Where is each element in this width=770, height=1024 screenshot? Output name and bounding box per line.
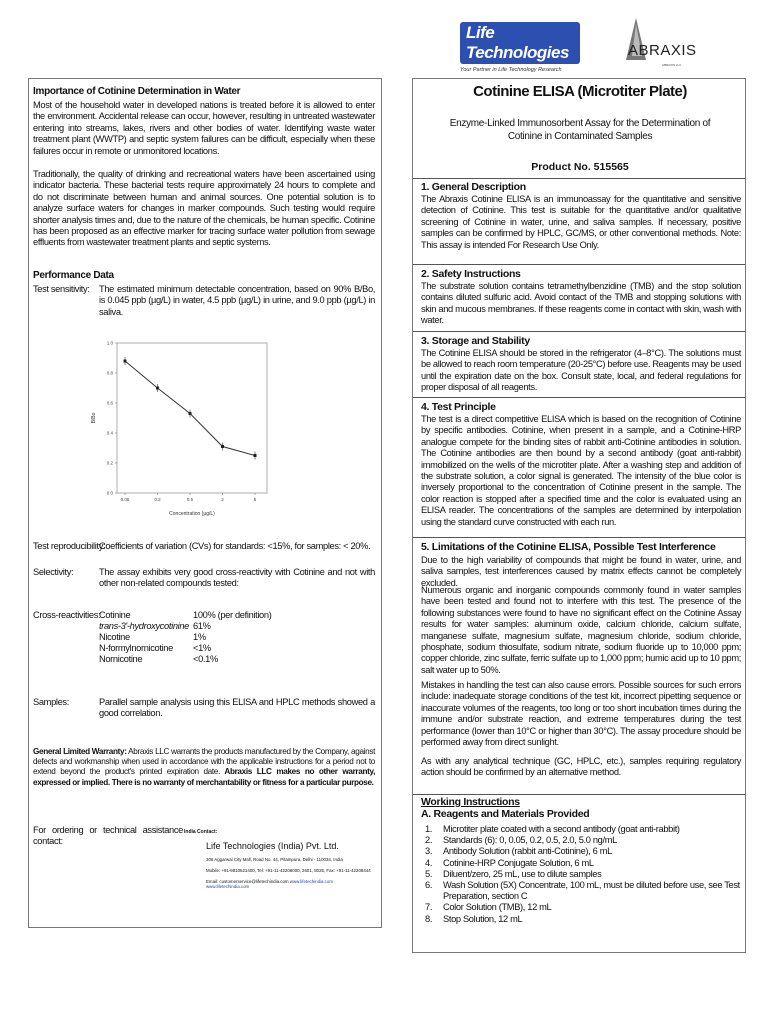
section-5-para-2: Numerous organic and inorganic compounds commonly found in water samples have been tested and found not to interfere with this test. The presence of the following substances were found to have no significant effect on the Cotinine Assay results for water samples: aluminum oxide, calcium chloride, calcium sulfate, manganese sulfate, magnesium sulfate, magnesium chloride, sodium chloride, phosphate, sodium thiosulfate, sodium nitrate, sodium fluoride up to 10,000 ppm; copper chloride, zinc sulfate, ferric sulfate up to 1,000 ppm; humic acid up to 10 ppm; salt water up to 50%.	[421, 585, 741, 675]
reproducibility-text: Coefficients of variation (CVs) for standards: <15%, for samples: < 20%.	[99, 541, 371, 551]
left-panel	[28, 78, 382, 928]
cross-value: 1%	[193, 632, 206, 642]
list-item-text: Wash Solution (5X) Concentrate, 100 mL, must be diluted before use, see Test Preparation, section C	[443, 880, 740, 902]
list-item-number: 8.	[425, 913, 433, 924]
cross-value: 100% (per definition)	[193, 610, 272, 620]
contact-company: Life Technologies (India) Pvt. Ltd.	[206, 841, 339, 851]
list-item-number: 4.	[425, 857, 433, 868]
section-5-para-4: As with any analytical technique (GC, HPLC, etc.), samples requiring regulatory action should be confirmed by an alternative method.	[421, 756, 741, 778]
cross-value: <1%	[193, 643, 211, 653]
product-number: Product No. 515565	[531, 161, 629, 173]
list-item-number: 1.	[425, 824, 433, 834]
chart-data-point	[254, 452, 257, 460]
chart-x-tick-label: 5	[253, 497, 257, 502]
chart-y-tick-label: 0.0	[106, 490, 113, 496]
list-item	[421, 902, 741, 913]
section-2-heading: 2. Safety Instructions	[421, 268, 521, 280]
document-subtitle-1: Enzyme-Linked Immunosorbent Assay for the Determination of	[449, 118, 711, 129]
section-1-body: The Abraxis Cotinine ELISA is an immunoassay for the quantitative and sensitive detection of Cotinine. This test is suitable for the quantitative and/or qualitative screening of Cotinine in water, urine, and saliva samples. If necessary, positive samples can be confirmed by HPLC, GC/MS, or other conventional methods.	[421, 194, 741, 239]
divider	[413, 794, 745, 795]
section-3-heading: 3. Storage and Stability	[421, 335, 530, 347]
list-item-text: Standards (6): 0, 0.05, 0.2, 0.5, 2.0, 5.0 ng/mL	[443, 835, 617, 846]
list-item	[421, 858, 741, 869]
list-item-text: Color Solution (TMB), 12 mL	[443, 902, 552, 913]
chart-series-line	[125, 361, 255, 456]
reproducibility-label: Test reproducibility:	[33, 541, 106, 551]
divider	[413, 178, 745, 179]
contact-line-1: India Contact:	[184, 829, 218, 835]
list-item-text: Diluent/zero, 25 mL, use to dilute samples	[443, 868, 602, 879]
cross-reactivities-label: Cross-reactivities:	[33, 610, 101, 620]
list-item-number: 6.	[425, 880, 433, 891]
list-item	[421, 846, 741, 857]
warranty-text	[33, 747, 375, 788]
list-item	[421, 835, 741, 846]
contact-website-1[interactable]: www.lifetechindia.com	[289, 879, 333, 884]
document-subtitle-2: Cotinine in Contaminated Samples	[507, 131, 653, 142]
list-item-number: 7.	[425, 902, 433, 913]
list-item-text: Cotinine-HRP Conjugate Solution, 6 mL	[443, 857, 594, 868]
standard-curve-chart	[89, 337, 289, 519]
list-item	[421, 914, 741, 925]
chart-data-point	[221, 443, 224, 451]
section-5-heading: 5. Limitations of the Cotinine ELISA, Possible Test Interference	[421, 541, 716, 553]
reagents-heading: A. Reagents and Materials Provided	[421, 808, 590, 820]
divider	[413, 264, 745, 265]
selectivity-label: Selectivity:	[33, 567, 74, 577]
section-1-text	[421, 194, 741, 251]
chart-data-point	[189, 410, 192, 418]
list-item	[421, 880, 741, 902]
samples-label: Samples:	[33, 697, 69, 707]
abraxis-logo-sub: ABRAXIS LLC	[662, 63, 682, 67]
divider	[413, 537, 745, 538]
list-item-text: Antibody Solution (rabbit anti-Cotinine), 6 mL	[443, 846, 612, 857]
warranty-label: General Limited Warranty:	[33, 747, 127, 756]
cross-name: trans-3'-hydroxycotinine	[99, 621, 190, 631]
chart-x-tick-label: 0.05	[120, 497, 130, 502]
chart-y-tick-label: 0.8	[106, 370, 113, 376]
list-item	[421, 824, 741, 835]
performance-heading: Performance Data	[33, 270, 114, 281]
section-2-text: The substrate solution contains tetramethylbenzidine (TMB) and the stop solution contains diluted sulfuric acid. Avoid contact of the TMB and stopping solutions with skin and mucous membranes. If these reagents come in contact with skin, wash with water.	[421, 281, 741, 326]
list-item-text: Stop Solution, 12 mL	[443, 913, 523, 924]
cross-value: <0.1%	[193, 654, 218, 664]
sensitivity-label: Test sensitivity:	[33, 284, 90, 294]
india-contact-block	[184, 829, 374, 889]
cross-name: N-formylnornicotine	[99, 643, 173, 653]
reagent-list	[421, 824, 741, 925]
chart-x-tick-label: 0.5	[186, 497, 194, 502]
lt-tagline: Your Partner in Life Technology Research	[460, 67, 562, 73]
document-title: Cotinine ELISA (Microtiter Plate)	[473, 83, 687, 100]
chart-data-point	[124, 357, 127, 365]
sensitivity-text: The estimated minimum detectable concentration, based on 90% B/Bo, is 0.045 ppb (µg/L) in water, 4.5 ppb (µg/L) in urine, and 9.0 ppb (µg/L) in saliva.	[99, 284, 375, 317]
divider	[413, 331, 745, 332]
importance-para-2: Traditionally, the quality of drinking and recreational waters have been ascertained using indicator bacteria. These bacterial tests require approximately 24 hours to complete and do not discriminate between human and animal sources. One potential solution is to analyze surface waters for changes in marker compounds. Such testing would require shorter analysis times and, due to the nature of the chemicals, be human specific. Cotinine has been proposed as an effective marker for tracing surface water pollution from sewage effluents from wastewater treatment plants and septic systems.	[33, 169, 375, 248]
section-4-heading: 4. Test Principle	[421, 401, 496, 413]
abraxis-logo	[622, 16, 697, 67]
contact-website-2[interactable]: www.lifetechindia.com	[206, 884, 250, 889]
list-item-number: 2.	[425, 835, 433, 846]
contact-phone: Mobile: +91-9810521400, Tel: +91-11-42208000, 2601, 8025, Fax: +91-11-42208444	[206, 868, 371, 873]
cross-name: Nicotine	[99, 632, 130, 642]
warranty-body: Abraxis LLC warrants the products manufactured by the Company, against defects and workmanship when used in accordance with the applicable instructions for a period not to extend beyond the product's printed expiration date.	[33, 747, 375, 777]
section-5-para-1: Due to the high variability of compounds that might be found in water, urine, and saliva samples, test interferences caused by matrix effects cannot be completely excluded.	[421, 555, 741, 588]
chart-data-point	[156, 384, 159, 392]
chart-y-label: B/Bo	[91, 412, 97, 424]
right-panel	[412, 78, 746, 953]
lt-logo-text: Life Technologies	[460, 22, 580, 64]
section-5-para-3: Mistakes in handling the test can also cause errors. Possible sources for such errors include: inadequate storage conditions of the test kit, incorrect pipetting sequence or inaccurate volumes of the reagents, too long or too short incubation times during the immune and/or substrate reaction, and extreme temperatures during the test performance (lower than 10°C or higher than 30°C). The assay procedure should be performed away from direct sunlight.	[421, 680, 741, 748]
contact-email-line	[206, 879, 374, 889]
section-3-text: The Cotinine ELISA should be stored in the refrigerator (4–8°C). The solutions must be allowed to reach room temperature (20-25°C) before use. Reagents may be used until the expiration date on the box. Consult state, local, and federal regulations for proper disposal of all reagents.	[421, 348, 741, 393]
contact-email: Email: customerservice@lifetechindia.com	[206, 879, 289, 884]
chart-y-tick-label: 0.2	[106, 460, 113, 466]
chart-x-tick-label: 0.2	[154, 497, 161, 502]
section-1-heading: 1. General Description	[421, 181, 526, 193]
contact-address: 306 Aggarwal City Mall, Road No. 44, Pitampura, Delhi - 110034, India	[206, 857, 343, 862]
cross-name: Nornicotine	[99, 654, 143, 664]
chart-y-tick-label: 0.6	[106, 400, 113, 406]
chart-x-tick-label: 2	[221, 497, 224, 502]
cross-value: 61%	[193, 621, 211, 631]
list-item-number: 5.	[425, 868, 433, 879]
section-4-text: The test is a direct competitive ELISA which is based on the recognition of Cotinine by specific antibodies. Cotinine, when present in a sample, and a Cotinine-HRP analogue compete for the binding sites of rabbit anti-Cotinine antibodies in solution. The Cotinine antibodies are then bound by a second antibody (goat anti-rabbit) immobilized on the wells of the microtiter plate. After a washing step and addition of the substrate solution, a color signal is generated. The intensity of the blue color is inversely proportional to the concentration of Cotinine present in the sample. The color reaction is stopped after a specified time and the color is evaluated using an ELISA reader. The concentrations of the samples are determined by interpolation using the standard curve constructed with each run.	[421, 414, 741, 527]
importance-heading: Importance of Cotinine Determination in Water	[33, 86, 241, 97]
chart-frame	[117, 343, 267, 493]
life-technologies-logo	[460, 22, 580, 73]
chart-x-label: Concentration (µg/L)	[169, 511, 215, 517]
selectivity-text: The assay exhibits very good cross-reactivity with Cotinine and not with other non-related compounds tested:	[99, 567, 375, 589]
warranty-disclaimer: Abraxis LLC makes no other warranty, expressed or implied. There is no warranty of merchantability or fitness for a particular purpose.	[33, 767, 375, 787]
chart-y-tick-label: 1.0	[106, 340, 113, 346]
cross-name: Cotinine	[99, 610, 131, 620]
list-item-number: 3.	[425, 846, 433, 857]
section-1-note: Note: This assay is intended For Research Use Only.	[421, 228, 741, 250]
abraxis-logo-text: ABRAXIS	[628, 42, 697, 59]
divider	[413, 397, 745, 398]
order-contact-text: For ordering or technical assistance contact:	[33, 825, 183, 847]
samples-text: Parallel sample analysis using this ELISA and HPLC methods showed a good correlation.	[99, 697, 375, 719]
working-instructions-heading: Working Instructions	[421, 796, 520, 808]
list-item	[421, 869, 741, 880]
chart-y-tick-label: 0.4	[106, 430, 113, 436]
list-item-text: Microtiter plate coated with a second antibody (goat anti-rabbit)	[443, 824, 680, 834]
importance-para-1: Most of the household water in developed nations is treated before it is allowed to enter the environment. Accidental release can occur, however, resulting in untreated wastewater entering into streams, lakes, rivers and other bodies of water. Identifying waste water treatment plant (WWTP) and septic system failures can be difficult, especially when these failures occur in remote or unmonitored locations.	[33, 100, 375, 156]
